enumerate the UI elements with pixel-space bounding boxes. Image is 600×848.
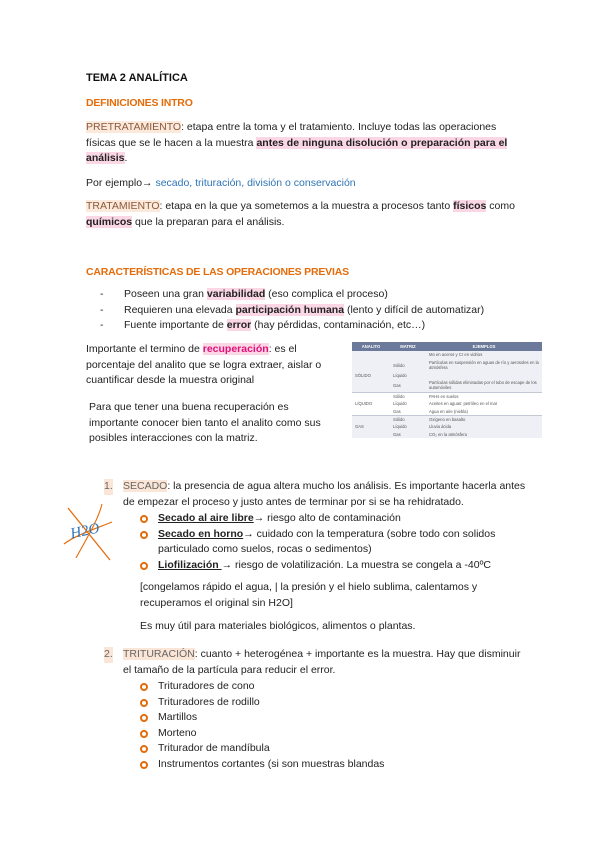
item-text: (hay pérdidas, contaminación, etc…) [251,319,426,331]
circle-bullet-icon [140,683,148,691]
list-item [140,511,531,527]
recuperacion-text-a: Importante el termino de [86,343,203,355]
table-header: ANALITO [352,342,390,351]
table-cell [352,351,390,358]
list-item [140,695,531,711]
table-cell: Mo en aceros y Cr en vidrios [429,352,483,358]
table-cell: LÍQUIDO [355,401,373,407]
item-text: riesgo alto de contaminación [264,512,401,524]
table-cell [426,372,542,379]
table-row [352,400,542,407]
table-cell: Sólido [390,416,426,424]
secado-text: : la presencia de agua altera mucho los análisis. Es importante hacerla antes de empezar el proceso y justo antes de terminar por si se ha rehidratado. [123,480,526,508]
list-item [86,318,526,334]
table-cell [352,379,390,392]
secado-note: [congelamos rápido el agua, | la presión y el hielo sublima, calentamos y recuperamos el original sin H2O] [140,581,478,609]
trituracion-text: : cuanto + heterogénea + importante es la muestra. Hay que disminuir el tamaño de la partícula para reducir el error. [123,648,521,676]
table-row [352,379,542,392]
arrow-icon: → [142,177,153,189]
item-text: Instrumentos cortantes (si son muestras blandas [158,757,385,770]
table-cell: Líquido [393,401,407,407]
recuperacion-paragraph-2: Para que tener una buena recuperación es importante conocer bien tanto el analito como sus posibles interacciones con la matriz. [89,401,321,444]
ejemplo-paragraph [86,176,516,192]
table-header: EJEMPLOS [426,342,542,351]
circle-bullet-icon [140,761,148,769]
table-row [352,351,542,358]
trituracion-number: 2. [104,647,113,663]
recuperacion-term: recuperación [202,343,269,355]
table-header-row [352,342,542,351]
pretratamiento-term: PRETRATAMIENTO [86,121,182,133]
tratamiento-text-b: como [486,200,515,212]
arrow-icon: → [221,558,233,571]
reference-table [352,342,542,438]
item-text: Fuente importante de [124,319,227,331]
table-cell: Líquido [393,424,407,430]
table-cell: Gas [393,431,401,437]
list-item [140,726,531,742]
tratamiento-text-c: que la preparan para el análisis. [132,215,285,228]
pretratamiento-text-a: : etapa entre la toma y el tratamiento. Incluye todas las operaciones físicas que se le hacen a la muestra [86,121,497,149]
trituracion-term: TRITURACIÓN [123,648,195,660]
table-row [352,372,542,379]
secado-term: SECADO [123,480,168,492]
item-term: Secado al aire libre [158,512,254,524]
table-cell: CO₂ en la atmósfera [429,431,467,437]
table-cell: PAHs en suelos [426,392,542,400]
trituracion-heading [86,647,531,678]
table-cell: Sólido [393,362,405,368]
pretratamiento-bold: antes de ninguna disolución o preparación para el análisis [86,136,508,164]
table-header: MATRIZ [390,342,426,351]
table-cell: Partículas sólidas eliminadas por el tubo de escape de los automóviles [429,380,537,391]
secado-number: 1. [104,479,113,495]
item-term: Secado en horno [158,527,244,540]
table-cell: Líquido [393,372,407,378]
recuperacion-text-b: : es el porcentaje del analito que se logra extraer, aislar o cuantificar desde la muestra original [86,343,322,386]
list-item [140,710,531,726]
circle-bullet-icon [140,699,148,707]
item-text: Requieren una elevada [124,303,236,316]
list-item [140,679,531,695]
table-cell [352,359,390,372]
list-item [140,757,531,773]
table-row [352,359,542,372]
table-row [352,392,542,400]
section-heading-definiciones: DEFINICIONES INTRO [86,97,193,109]
table-cell [390,351,426,358]
table-cell: Lluvia ácida [429,424,452,430]
pretratamiento-paragraph [86,120,516,167]
page-title: TEMA 2 ANALÍTICA [86,72,188,84]
list-item [86,287,526,303]
recuperacion-paragraph [86,342,336,389]
table-cell: Sólido [390,392,426,400]
pretratamiento-text-b: . [124,152,128,164]
circle-bullet-icon [140,714,148,722]
circle-bullet-icon [140,745,148,753]
tratamiento-bold-fisicos: físicos [453,200,487,212]
table-cell [352,392,390,400]
list-item [86,303,526,319]
table-row [352,408,542,416]
section-heading-caracteristicas: CARACTERÍSTICAS DE LAS OPERACIONES PREVIAS [86,266,349,278]
item-text: Trituradores de rodillo [158,695,260,708]
arrow-icon: → [253,512,265,524]
circle-bullet-icon [140,562,148,570]
table-row [352,431,542,438]
trituracion-list [86,679,531,772]
reference-table-image [352,342,542,438]
item-bold: error [226,319,252,331]
tratamiento-term: TRATAMIENTO [86,200,160,212]
circle-bullet-icon [140,531,148,539]
table-cell: Aceites en aguas: petróleo en el mar [429,401,498,407]
secado-section [86,479,531,635]
ejemplo-prefix: Por ejemplo [86,177,143,189]
table-cell: GAS [355,424,364,430]
table-cell [352,408,390,416]
trituracion-section [86,647,531,772]
list-item [140,558,531,574]
tratamiento-paragraph [86,199,516,230]
secado-heading [86,479,531,510]
caracteristicas-list [86,287,526,334]
tratamiento-bold-quimicos: químicos [86,215,133,228]
item-text: (eso complica el proceso) [265,288,388,300]
table-cell: Partículas en suspensión en aguas de río y aerosoles en la atmósfera [429,359,539,371]
item-term: Liofilización [158,558,222,571]
secado-list [86,511,531,573]
item-text: riesgo de volatilización. La muestra se congela a -40ºC [232,558,491,571]
table-cell: Gas [393,408,401,414]
item-text: Morteno [158,726,197,739]
table-cell [352,431,390,438]
item-text: Martillos [158,711,198,723]
table-row [352,423,542,430]
secado-note-2: Es muy útil para materiales biológicos, alimentos o plantas. [140,620,416,632]
list-item [140,741,531,757]
circle-bullet-icon [140,730,148,738]
item-text: Triturador de mandíbula [158,742,270,754]
table-cell: Agua en aire (niebla) [429,408,468,414]
circle-bullet-icon [140,515,148,523]
item-text: cuidado con la temperatura (sobre todo con solidos particulado como suelos, rocas o sedimentos) [158,527,496,555]
list-item [140,527,531,558]
doodle-text: H2O [69,520,101,543]
table-cell [352,416,390,424]
table-row [352,416,542,424]
item-text: Trituradores de cono [158,680,255,692]
arrow-icon: → [243,527,254,540]
table-cell: Gas [393,382,401,388]
table-cell: Oxígeno en basalto [426,416,542,424]
tratamiento-text-a: : etapa en la que ya sometemos a la muestra a procesos tanto [159,200,454,212]
item-text: Poseen una gran [124,288,207,300]
ejemplo-text: secado, trituración, división o conservación [152,177,356,189]
item-bold: variabilidad [206,288,266,300]
table-cell: SÓLIDO [355,372,371,378]
item-text: (lento y difícil de automatizar) [344,303,485,316]
item-bold: participación humana [235,303,345,316]
